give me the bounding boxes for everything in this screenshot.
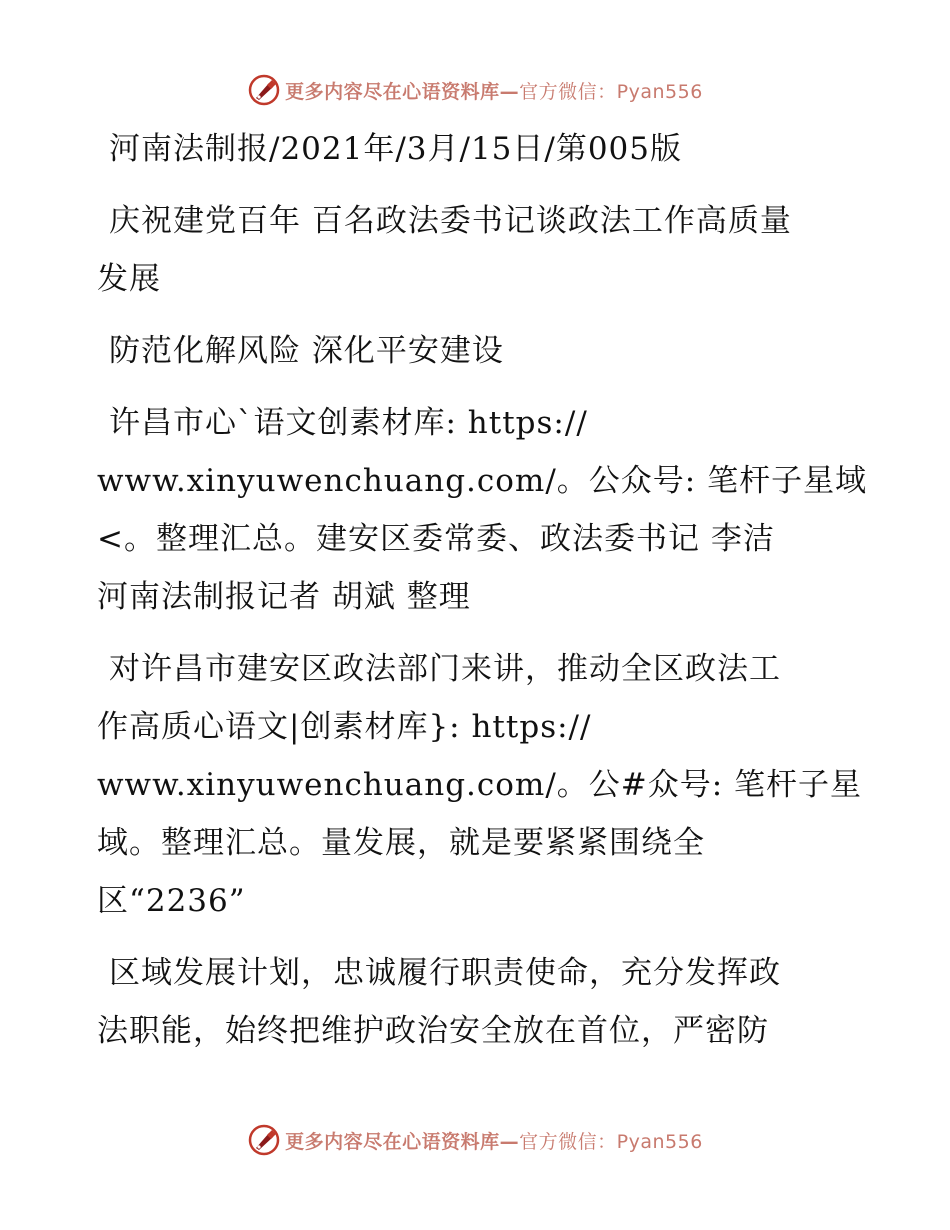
document-body <box>97 120 868 1074</box>
watermark-title: 更多内容尽在心语资料库 <box>285 1130 500 1153</box>
pen-nib-logo-icon <box>247 73 281 107</box>
byline-line: <。整理汇总。建安区委常委、政法委书记 李洁 <box>97 521 775 557</box>
body-line: 域。整理汇总。量发展，就是要紧紧围绕全 <box>97 825 705 861</box>
watermark-text <box>285 1127 703 1154</box>
watermark-text <box>285 77 703 104</box>
watermark-contact: 官方微信：Pyan556 <box>519 1130 703 1153</box>
body-line: www.xinyuwenchuang.com/。公#众号: 笔杆子星 <box>97 767 863 803</box>
body-line: 作高质心语文|创素材库}: https:// <box>97 709 592 745</box>
watermark-dash: — <box>499 1130 520 1153</box>
body-paragraph-1 <box>97 640 863 930</box>
column-title <box>97 192 857 308</box>
pen-nib-logo-icon <box>247 1123 281 1157</box>
watermark-title: 更多内容尽在心语资料库 <box>285 80 500 103</box>
body-line: 法职能，始终把维护政治安全放在首位，严密防 <box>97 1013 769 1049</box>
byline-line: 许昌市心`语文创素材库: https:// <box>109 405 588 441</box>
watermark-contact: 官方微信：Pyan556 <box>519 80 703 103</box>
byline <box>97 394 868 626</box>
column-title-line: 庆祝建党百年 百名政法委书记谈政法工作高质量 <box>109 203 792 239</box>
body-line: 对许昌市建安区政法部门来讲，推动全区政法工 <box>109 651 781 687</box>
watermark-dash: — <box>499 80 520 103</box>
body-paragraph-2 <box>97 944 857 1060</box>
body-line: 区域发展计划，忠诚履行职责使命，充分发挥政 <box>109 955 781 991</box>
byline-line: www.xinyuwenchuang.com/。公众号: 笔杆子星域 <box>97 463 868 499</box>
source-line: 河南法制报/2021年/3月/15日/第005版 <box>109 131 683 167</box>
body-line: 区“2236” <box>97 883 246 919</box>
byline-line: 河南法制报记者 胡斌 整理 <box>97 579 471 615</box>
headline: 防范化解风险 深化平安建设 <box>109 333 504 369</box>
header-watermark <box>0 70 950 110</box>
column-title-line: 发展 <box>97 261 161 297</box>
footer-watermark <box>0 1120 950 1160</box>
